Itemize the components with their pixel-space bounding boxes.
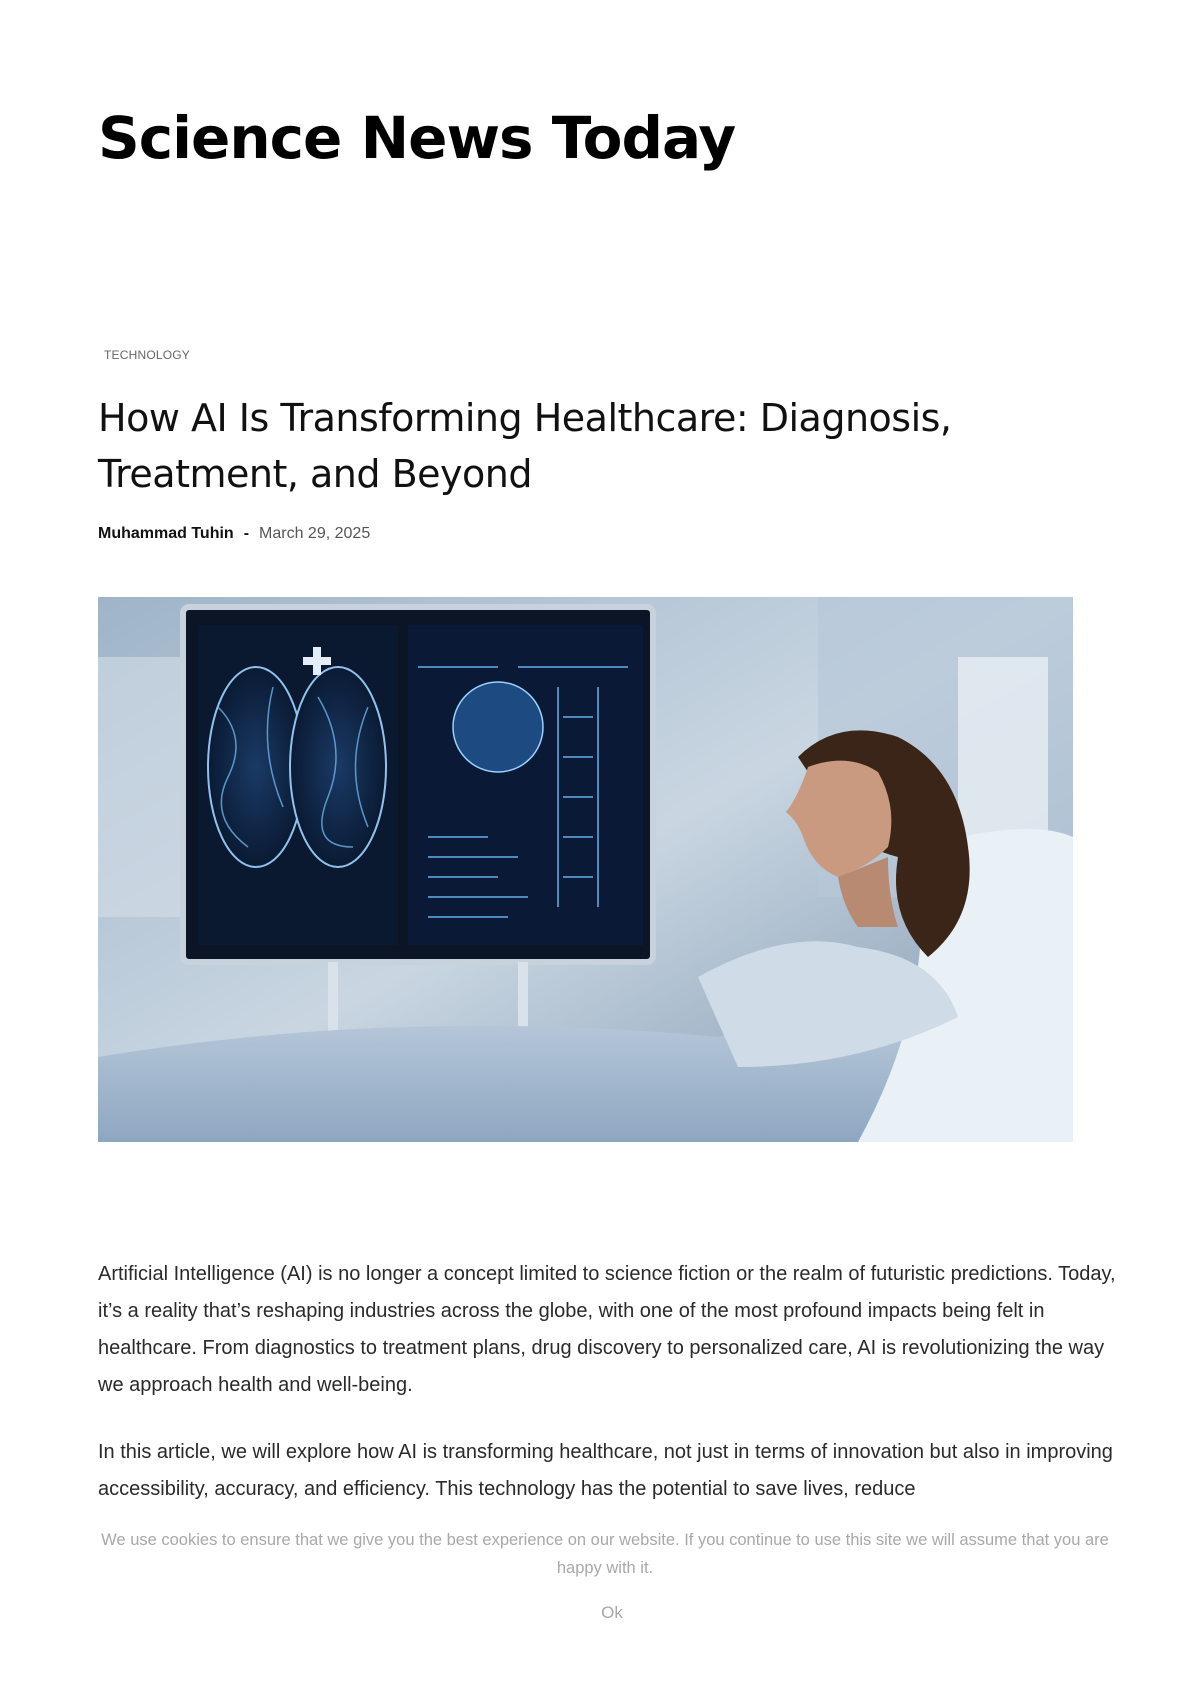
cookie-banner [0, 1510, 1200, 1698]
cookie-ok-button[interactable]: Ok [570, 1596, 654, 1630]
cookie-message: We use cookies to ensure that we give you the best experience on our website. If you continue to use this site we will assume that you are happy with it. [101, 1531, 1109, 1577]
publish-date: March 29, 2025 [259, 525, 371, 542]
article-title: How AI Is Transforming Healthcare: Diagnosis, Treatment, and Beyond [98, 396, 952, 496]
meta-separator: - [243, 525, 250, 542]
site-title[interactable]: Science News Today [98, 104, 736, 172]
category-link[interactable]: TECHNOLOGY [104, 348, 191, 362]
article-meta [98, 522, 370, 546]
author-link[interactable]: Muhammad Tuhin [98, 525, 234, 542]
article-body [98, 1256, 1118, 1538]
article-paragraph: Artificial Intelligence (AI) is no longer a concept limited to science fiction or the realm of futuristic predictions. Today, it’s a reality that’s reshaping industries across the globe, with one of the most profound impacts being felt in healthcare. From diagnostics to treatment plans, drug discovery to personalized care, AI is revolutionizing the way we approach health and well-being. [98, 1263, 1116, 1396]
article-paragraph: In this article, we will explore how AI is transforming healthcare, not just in terms of innovation but also in improving accessibility, accuracy, and efficiency. This technology has the potential to save lives, reduce [98, 1441, 1113, 1500]
hero-image [98, 597, 1073, 1142]
